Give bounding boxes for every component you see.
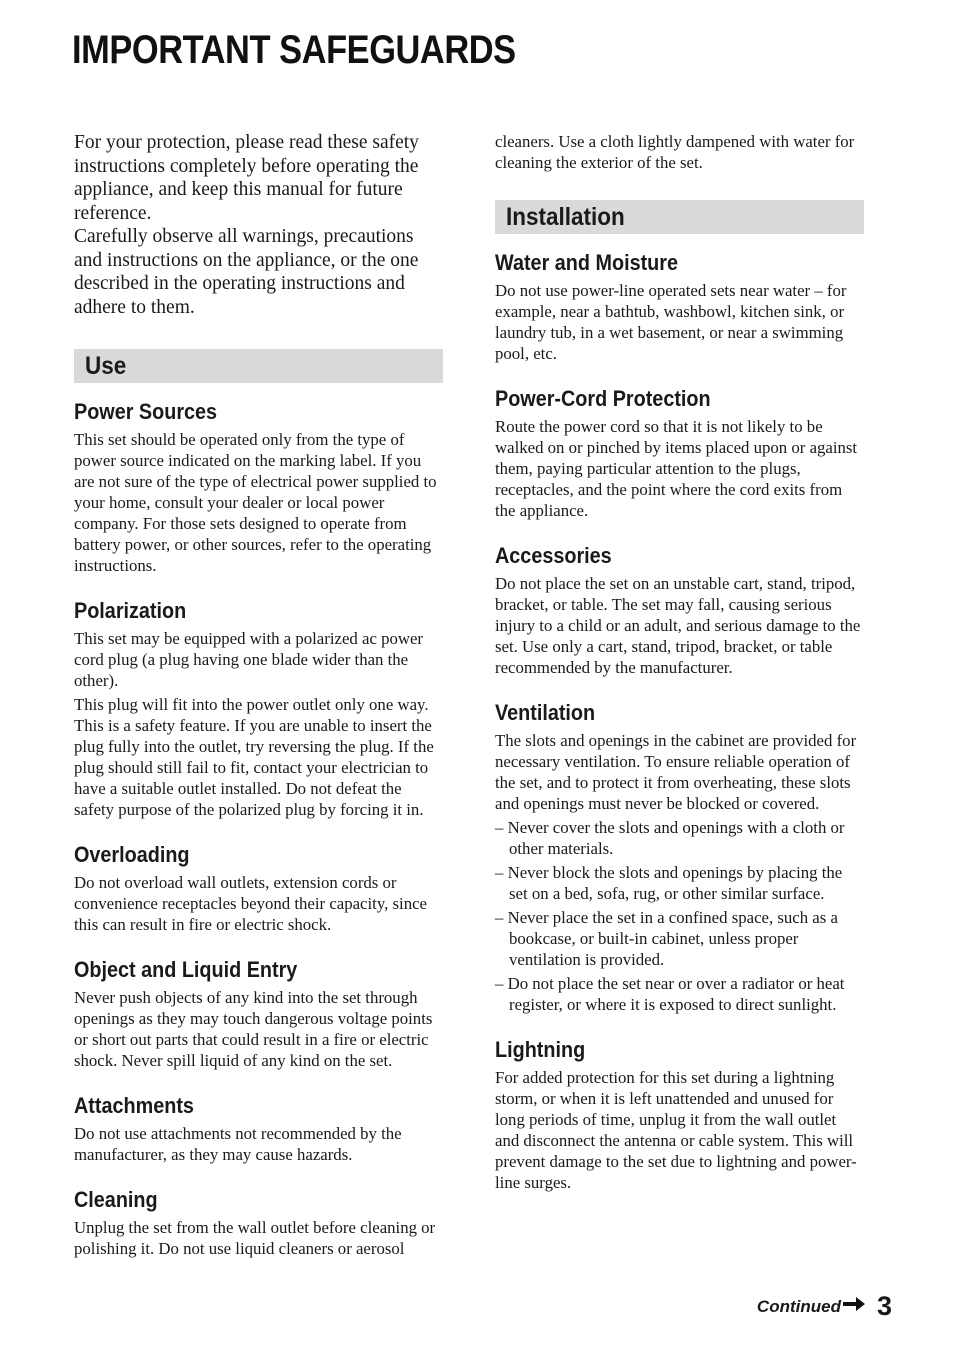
heading-overloading bbox=[74, 842, 443, 868]
heading-ventilation bbox=[495, 700, 864, 726]
heading-power-cord-protection bbox=[495, 386, 864, 412]
heading-polarization-label: Polarization bbox=[74, 598, 187, 623]
intro-paragraph-2: Carefully observe all warnings, precautions and instructions on the appliance, or the one described in the operating instructions and adhere to them. bbox=[74, 226, 419, 318]
text-water-moisture: Do not use power-line operated sets near water – for example, near a bathtub, washbowl, kitchen sink, or laundry tub, in a wet basement, or near a swimming pool, etc. bbox=[495, 281, 847, 363]
right-column bbox=[495, 131, 864, 1196]
text-accessories: Do not place the set on an unstable cart, stand, tripod, bracket, or table. The set may fall, causing serious injury to a child or an adult, and serious damage to the set. Use only a cart, stand, tripod, bracket, or table recommended by the manufacturer. bbox=[495, 574, 861, 677]
text-power-sources: This set should be operated only from the type of power source indicated on the marking label. If you are not sure of the type of electrical power supplied to your home, consult your dealer or local power company. For those sets designed to operate from battery power, or other sources, refer to the operating instructions. bbox=[74, 430, 437, 575]
page-number: 3 bbox=[876, 1291, 892, 1321]
heading-lightning bbox=[495, 1037, 864, 1063]
section-heading-use bbox=[74, 349, 443, 383]
text-polarization-1: This set may be equipped with a polarized ac power cord plug (a plug having one blade wider than the other). bbox=[74, 629, 424, 690]
heading-object-liquid-entry bbox=[74, 957, 443, 983]
list-item: – Never cover the slots and openings with a cloth or other materials. bbox=[495, 818, 845, 858]
heading-water-moisture bbox=[495, 250, 864, 276]
heading-cleaning-label: Cleaning bbox=[74, 1187, 158, 1212]
heading-cleaning bbox=[74, 1187, 443, 1213]
heading-attachments bbox=[74, 1093, 443, 1119]
page-footer bbox=[757, 1291, 892, 1322]
text-cleaning-continued: cleaners. Use a cloth lightly dampened with water for cleaning the exterior of the set. bbox=[495, 132, 855, 172]
heading-object-liquid-entry-label: Object and Liquid Entry bbox=[74, 957, 298, 982]
heading-attachments-label: Attachments bbox=[74, 1093, 194, 1118]
heading-water-moisture-label: Water and Moisture bbox=[495, 250, 678, 275]
text-attachments: Do not use attachments not recommended by the manufacturer, as they may cause hazards. bbox=[74, 1124, 402, 1164]
heading-accessories-label: Accessories bbox=[495, 543, 612, 568]
text-overloading: Do not overload wall outlets, extension cords or convenience receptacles beyond their capacity, since this can result in fire or electric shock. bbox=[74, 873, 427, 934]
heading-accessories bbox=[495, 543, 864, 569]
section-heading-installation bbox=[495, 200, 864, 234]
left-column bbox=[74, 131, 443, 1262]
ventilation-bullet-list bbox=[495, 817, 864, 1015]
text-ventilation: The slots and openings in the cabinet are provided for necessary ventilation. To ensure reliable operation of the set, and to protect it from overheating, these slots and openings must never be blocked or covered. bbox=[495, 731, 857, 813]
heading-power-cord-protection-label: Power-Cord Protection bbox=[495, 386, 711, 411]
heading-overloading-label: Overloading bbox=[74, 842, 190, 867]
page-title: IMPORTANT SAFEGUARDS bbox=[72, 28, 516, 72]
heading-power-sources-label: Power Sources bbox=[74, 399, 218, 424]
intro-paragraph-1: For your protection, please read these safety instructions completely before operating the appliance, and keep this manual for future reference. bbox=[74, 132, 419, 224]
text-lightning: For added protection for this set during a lightning storm, or when it is left unattended and unused for long periods of time, unplug it from the wall outlet and disconnect the antenna or cable system. This will prevent damage to the set due to lightning and power-line surges. bbox=[495, 1068, 857, 1192]
list-item: – Never block the slots and openings by placing the set on a bed, sofa, rug, or other similar surface. bbox=[495, 863, 843, 903]
section-heading-use-label: Use bbox=[85, 352, 127, 380]
heading-polarization bbox=[74, 598, 443, 624]
section-heading-installation-label: Installation bbox=[506, 203, 625, 231]
text-cleaning: Unplug the set from the wall outlet before cleaning or polishing it. Do not use liquid cleaners or aerosol bbox=[74, 1218, 436, 1258]
heading-ventilation-label: Ventilation bbox=[495, 700, 596, 725]
heading-lightning-label: Lightning bbox=[495, 1037, 586, 1062]
continued-label: Continued bbox=[756, 1296, 841, 1316]
text-polarization-2: This plug will fit into the power outlet only one way. This is a safety feature. If you are unable to insert the plug fully into the outlet, try reversing the plug. If the plug should still fail to fit, contact your electrician to have a suitable outlet installed. Do not defeat the safety purpose of the polarized plug by forcing it in. bbox=[74, 695, 434, 819]
text-object-liquid-entry: Never push objects of any kind into the set through openings as they may touch dangerous voltage points or short out parts that could result in a fire or electric shock. Never spill liquid of any kind on the set. bbox=[74, 988, 433, 1070]
list-item: – Do not place the set near or over a radiator or heat register, or where it is exposed to direct sunlight. bbox=[495, 974, 845, 1014]
text-power-cord-protection: Route the power cord so that it is not likely to be walked on or pinched by items placed upon or against them, paying particular attention to the plugs, receptacles, and the point where the cord exits from the appliance. bbox=[495, 417, 858, 520]
right-arrow-icon bbox=[843, 1297, 865, 1316]
list-item: – Never place the set in a confined space, such as a bookcase, or built-in cabinet, unless proper ventilation is provided. bbox=[495, 908, 838, 969]
heading-power-sources bbox=[74, 399, 443, 425]
